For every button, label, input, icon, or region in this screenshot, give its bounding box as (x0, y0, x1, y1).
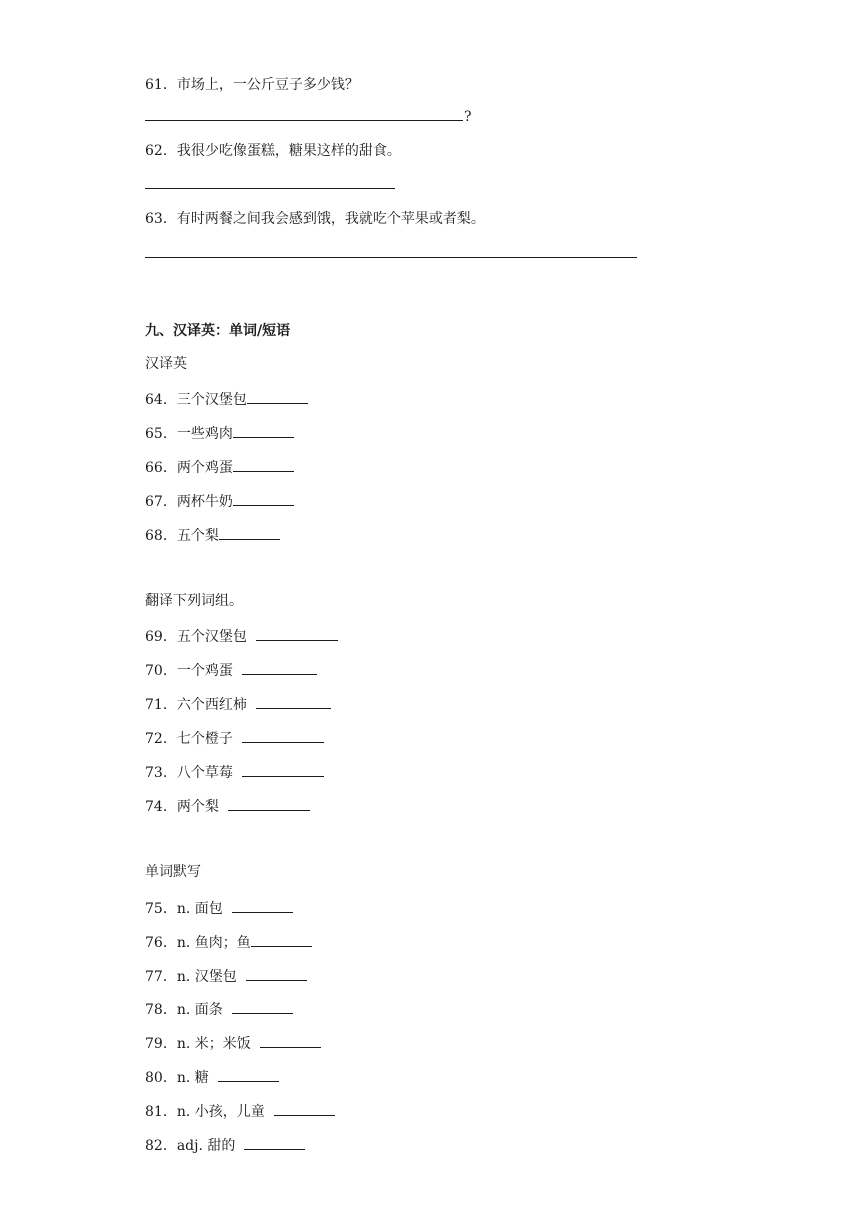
answer-blank[interactable] (242, 728, 324, 743)
item-66 (145, 457, 294, 477)
item-79 (145, 1033, 321, 1053)
question-number: 62． (145, 143, 177, 159)
item-74 (145, 796, 310, 816)
answer-blank[interactable] (256, 694, 331, 709)
answer-blank[interactable] (242, 660, 317, 675)
answer-blank[interactable] (232, 999, 293, 1014)
item-text: n. 鱼肉；鱼 (176, 935, 251, 951)
answer-blank[interactable] (242, 762, 324, 777)
answer-blank[interactable] (233, 423, 294, 438)
item-81 (145, 1101, 335, 1121)
answer-blank[interactable] (246, 966, 307, 981)
item-71 (145, 694, 331, 714)
group-label-chinese-to-english: 汉译英 (145, 356, 187, 372)
item-text: adj. 甜的 (176, 1138, 236, 1154)
item-82 (145, 1135, 305, 1155)
item-70 (145, 660, 317, 680)
item-number: 81． (145, 1104, 177, 1120)
item-69 (145, 626, 338, 646)
group-label-word-dictation: 单词默写 (145, 864, 201, 880)
item-number: 77． (145, 969, 177, 985)
item-text: 一些鸡肉 (176, 426, 233, 442)
answer-line-61[interactable] (145, 120, 463, 121)
item-text: 七个橙子 (176, 731, 233, 747)
answer-blank[interactable] (260, 1033, 321, 1048)
item-text: 两个梨 (176, 799, 219, 815)
item-number: 65． (145, 426, 177, 442)
item-number: 67． (145, 494, 177, 510)
item-text: n. 小孩，儿童 (176, 1104, 265, 1120)
item-text: 一个鸡蛋 (176, 663, 233, 679)
item-text: 八个草莓 (176, 765, 233, 781)
item-text: 五个汉堡包 (176, 629, 247, 645)
answer-blank[interactable] (232, 898, 293, 913)
question-62 (145, 142, 401, 160)
item-text: 两杯牛奶 (176, 494, 233, 510)
item-73 (145, 762, 324, 782)
answer-blank[interactable] (251, 932, 312, 947)
item-68 (145, 525, 280, 545)
answer-blank[interactable] (274, 1101, 335, 1116)
item-77 (145, 966, 307, 986)
question-number: 63． (145, 211, 177, 227)
answer-line-63[interactable] (145, 257, 637, 258)
item-76 (145, 932, 312, 952)
item-number: 82． (145, 1138, 177, 1154)
item-number: 64． (145, 392, 177, 408)
item-text: 三个汉堡包 (176, 392, 247, 408)
answer-line-62[interactable] (145, 188, 395, 189)
item-text: 五个梨 (176, 528, 219, 544)
item-text: n. 糖 (176, 1070, 209, 1086)
question-63 (145, 210, 485, 228)
item-67 (145, 491, 294, 511)
item-text: n. 米；米饭 (176, 1036, 251, 1052)
item-text: n. 汉堡包 (176, 969, 237, 985)
item-72 (145, 728, 324, 748)
answer-blank[interactable] (233, 457, 294, 472)
question-number: 61． (145, 77, 177, 93)
item-text: 六个西红柿 (176, 697, 247, 713)
answer-blank[interactable] (228, 796, 310, 811)
item-number: 80． (145, 1070, 177, 1086)
item-75 (145, 898, 293, 918)
question-61 (145, 76, 359, 94)
item-number: 71． (145, 697, 177, 713)
question-prompt: 我很少吃像蛋糕，糖果这样的甜食。 (176, 143, 401, 159)
item-text: n. 面条 (176, 1002, 223, 1018)
question-prompt: 有时两餐之间我会感到饿，我就吃个苹果或者梨。 (176, 211, 485, 227)
item-number: 68． (145, 528, 177, 544)
item-number: 73． (145, 765, 177, 781)
item-number: 78． (145, 1002, 177, 1018)
item-80 (145, 1067, 279, 1087)
answer-blank[interactable] (219, 525, 280, 540)
item-number: 75． (145, 901, 177, 917)
question-prompt: 市场上，一公斤豆子多少钱？ (176, 77, 359, 93)
item-number: 79． (145, 1036, 177, 1052)
answer-end-mark-61: ? (464, 109, 472, 125)
item-text: n. 面包 (176, 901, 223, 917)
item-64 (145, 389, 308, 409)
item-text: 两个鸡蛋 (176, 460, 233, 476)
answer-blank[interactable] (256, 626, 338, 641)
item-number: 76． (145, 935, 177, 951)
item-number: 70． (145, 663, 177, 679)
item-65 (145, 423, 294, 443)
item-number: 72． (145, 731, 177, 747)
answer-blank[interactable] (244, 1135, 305, 1150)
item-number: 74． (145, 799, 177, 815)
item-number: 69． (145, 629, 177, 645)
item-78 (145, 999, 293, 1019)
answer-blank[interactable] (218, 1067, 279, 1082)
answer-blank[interactable] (233, 491, 294, 506)
answer-blank[interactable] (247, 389, 308, 404)
section-title: 九、汉译英：单词/短语 (145, 323, 291, 339)
group-label-translate-phrases: 翻译下列词组。 (145, 593, 243, 609)
item-number: 66． (145, 460, 177, 476)
